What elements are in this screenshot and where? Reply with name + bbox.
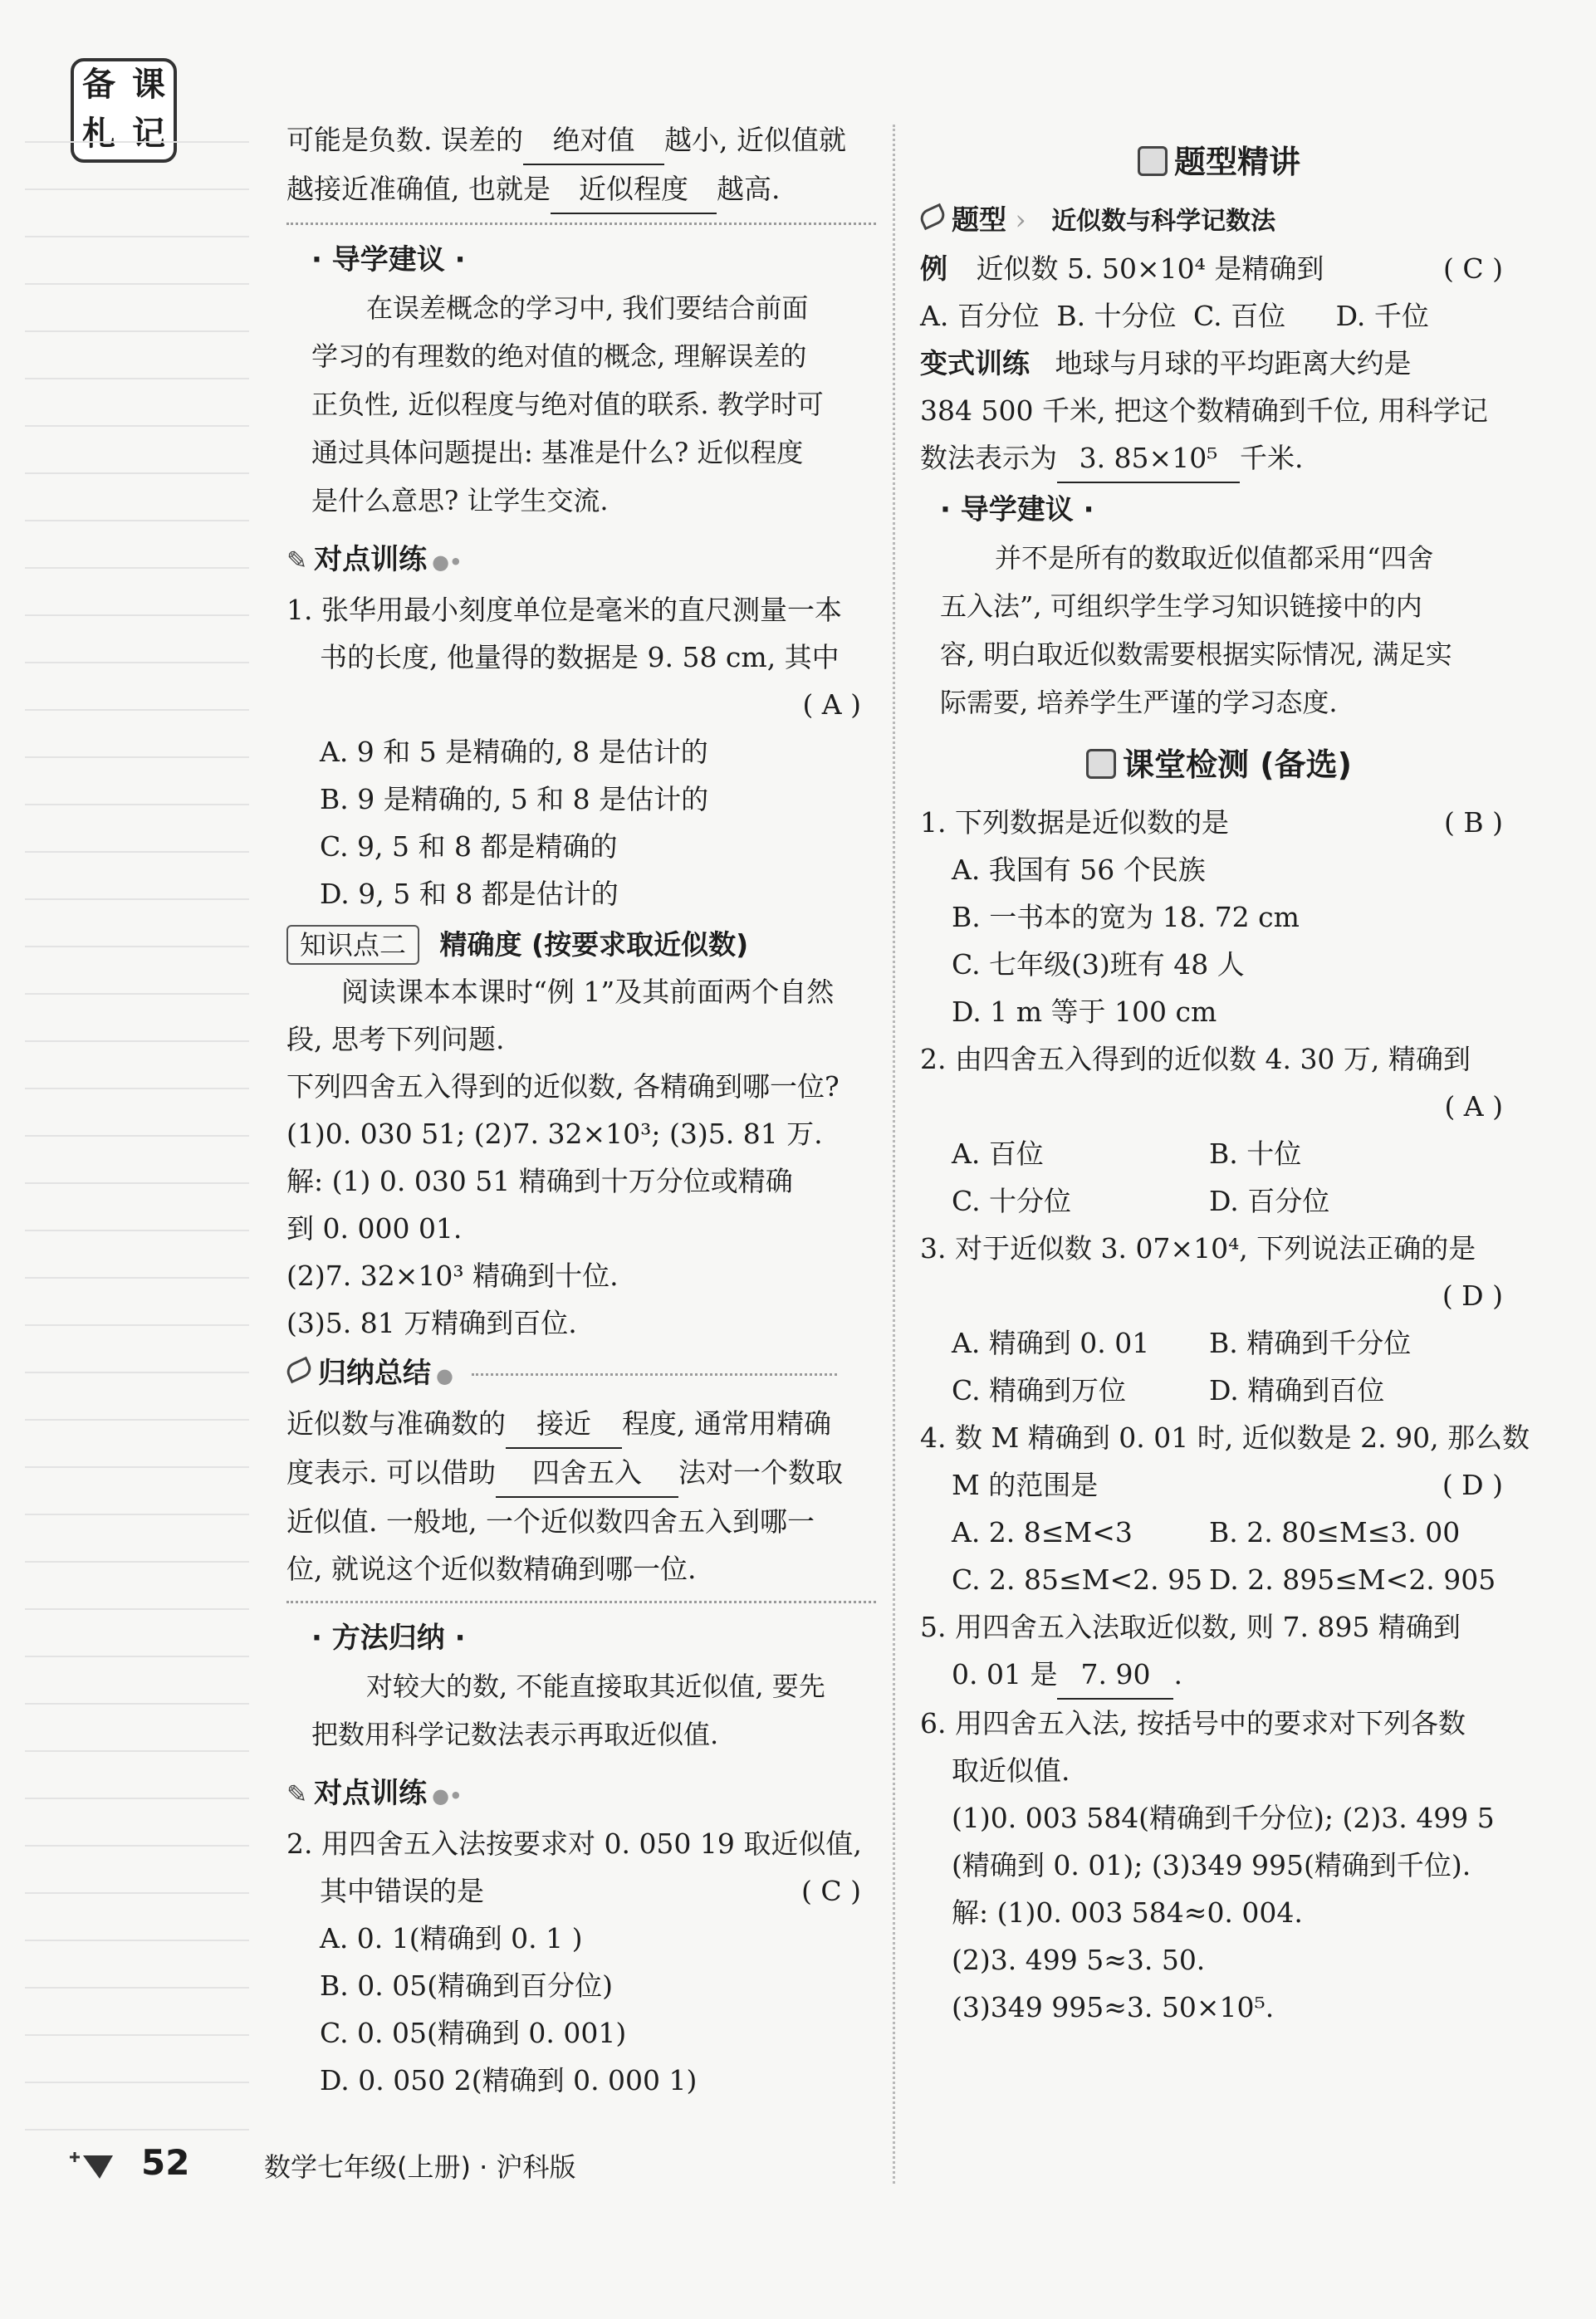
leaf-icon bbox=[284, 1357, 314, 1384]
dotted-divider bbox=[286, 223, 876, 225]
check-question-6-line: 取近似值. bbox=[952, 1754, 1070, 1787]
notes-rule-line bbox=[25, 1703, 249, 1705]
check-question-3: 3. 对于近似数 3. 07×10⁴, 下列说法正确的是 bbox=[920, 1232, 1476, 1265]
check-question-6-line: (精确到 0. 01); (3)349 995(精确到千位). bbox=[952, 1849, 1471, 1881]
notes-rule-line bbox=[25, 946, 249, 947]
left-column bbox=[286, 116, 876, 2104]
notes-rule-line bbox=[25, 1561, 249, 1563]
notes-rule-line bbox=[25, 1514, 249, 1515]
option: A. 我国有 56 个民族 bbox=[952, 854, 1206, 886]
notes-rule-line bbox=[25, 1608, 249, 1610]
intro-line-2: 越接近准确值, 也就是 近似程度 越高. bbox=[286, 165, 876, 214]
solution-line: (2)7. 32×10³ 精确到十位. bbox=[286, 1260, 619, 1292]
type-heading: 题型 › 近似数与科学记数法 bbox=[920, 196, 1518, 245]
notes-rule-line bbox=[25, 1892, 249, 1894]
notes-rule-line bbox=[25, 756, 249, 758]
notes-rule-line bbox=[25, 472, 249, 474]
fill-blank: 四舍五入 bbox=[496, 1449, 678, 1498]
notes-rule-line bbox=[25, 2082, 249, 2083]
answer-mark: ( C ) bbox=[1443, 252, 1503, 285]
option-row: A. 百位 B. 十位 bbox=[952, 1137, 1302, 1170]
intro-line-1: 可能是负数. 误差的 绝对值 越小, 近似值就 bbox=[286, 116, 876, 165]
check-question-6-line: (1)0. 003 584(精确到千分位); (2)3. 499 5 bbox=[952, 1802, 1495, 1834]
notes-rule-line bbox=[25, 330, 249, 332]
pen-icon: ✎ bbox=[286, 1780, 308, 1809]
notes-rule-line bbox=[25, 1324, 249, 1326]
option: B. 一书本的宽为 18. 72 cm bbox=[952, 901, 1300, 933]
summary-line-2: 度表示. 可以借助 四舍五入 法对一个数取 bbox=[286, 1449, 876, 1498]
answer-mark: ( A ) bbox=[802, 688, 861, 721]
notes-rule-line bbox=[25, 1135, 249, 1137]
notes-rule-line bbox=[25, 1419, 249, 1421]
arrow-decoration-icon bbox=[66, 2149, 120, 2182]
check-question-1: 1. 下列数据是近似数的是 ( B ) bbox=[920, 799, 1518, 846]
fill-blank: 绝对值 bbox=[523, 116, 664, 165]
knowledge-point-heading bbox=[286, 921, 876, 968]
document-icon bbox=[1086, 749, 1116, 779]
answer-mark: ( D ) bbox=[1442, 1469, 1503, 1501]
tip-body: 并不是所有的数取近似值都采用“四舍 五入法”, 可组织学生学习知识链接中的内 容, 明白取近似数需要根据实际情况, 满足实 际需要, 培养学生严谨的学习态度. bbox=[940, 542, 1452, 718]
notes-rule-line bbox=[25, 2034, 249, 2036]
knowledge-point-box: 知识点二 bbox=[286, 925, 419, 965]
dots-decoration: ●• bbox=[432, 550, 463, 574]
solution-line: 解: (1) 0. 030 51 精确到十万分位或精确 bbox=[286, 1165, 793, 1197]
fill-blank: 近似程度 bbox=[551, 165, 717, 214]
notes-rule-line bbox=[25, 1277, 249, 1279]
variant-line-2: 384 500 千米, 把这个数精确到千位, 用科学记 bbox=[920, 394, 1488, 427]
notes-rule-line bbox=[25, 1182, 249, 1184]
variant-line-1: 变式训练 地球与月球的平均距离大约是 bbox=[920, 347, 1412, 379]
notes-rule-line bbox=[25, 851, 249, 853]
right-column bbox=[920, 129, 1530, 2031]
answer-mark: ( B ) bbox=[1444, 806, 1503, 839]
dotted-divider bbox=[286, 1601, 876, 1603]
check-question-4-line-2: M 的范围是 ( D ) bbox=[920, 1461, 1518, 1509]
answer-mark: ( C ) bbox=[801, 1875, 861, 1907]
pen-icon: ✎ bbox=[286, 546, 308, 575]
stamp-char: 记 bbox=[132, 115, 165, 153]
reading-line-1: 阅读课本本课时“例 1”及其前面两个自然 bbox=[341, 976, 835, 1008]
solution-line: (3)349 995≈3. 50×10⁵. bbox=[952, 1991, 1275, 2023]
summary-line-4: 位, 就说这个近似数精确到哪一位. bbox=[286, 1553, 697, 1585]
stamp-char: 备 bbox=[82, 66, 115, 104]
chevron-right-icon: › bbox=[1006, 203, 1026, 236]
notes-rule-line bbox=[25, 1656, 249, 1657]
knowledge-point-title: 精确度 (按要求取近似数) bbox=[439, 928, 749, 961]
check-question-5-line-2: 0. 01 是 7. 90 . bbox=[920, 1651, 1518, 1700]
solution-line: (3)5. 81 万精确到百位. bbox=[286, 1307, 577, 1339]
check-question-5: 5. 用四舍五入法取近似数, 则 7. 895 精确到 bbox=[920, 1611, 1461, 1643]
option-row: A. 精确到 0. 01 B. 精确到千分位 bbox=[952, 1327, 1412, 1359]
notes-rule-line bbox=[25, 1845, 249, 1847]
stamp-char: 课 bbox=[132, 66, 165, 104]
variant-line-3: 数法表示为 3. 85×10⁵ 千米. bbox=[920, 434, 1518, 483]
option: C. 0. 05(精确到 0. 001) bbox=[320, 2017, 627, 2049]
option: C. 9, 5 和 8 都是精确的 bbox=[320, 830, 618, 863]
leaf-icon bbox=[918, 203, 947, 231]
question-1: 1. 张华用最小刻度单位是毫米的直尺测量一本 bbox=[286, 594, 842, 626]
option: D. 1 m 等于 100 cm bbox=[952, 996, 1217, 1028]
check-question-6: 6. 用四舍五入法, 按括号中的要求对下列各数 bbox=[920, 1707, 1466, 1739]
notes-rule-line bbox=[25, 1040, 249, 1042]
option: D. 9, 5 和 8 都是估计的 bbox=[320, 878, 619, 910]
option: A. 9 和 5 是精确的, 8 是估计的 bbox=[320, 736, 708, 768]
page-number: 52 bbox=[141, 2142, 190, 2183]
check-question-2: 2. 由四舍五入得到的近似数 4. 30 万, 精确到 bbox=[920, 1043, 1471, 1075]
option-row: C. 精确到万位 D. 精确到百位 bbox=[952, 1374, 1385, 1407]
notes-rule-line bbox=[25, 1088, 249, 1089]
option-row: A. 2. 8≤M<3 B. 2. 80≤M≤3. 00 bbox=[952, 1516, 1461, 1548]
notes-rule-line bbox=[25, 378, 249, 379]
section-heading: 课堂检测 (备选) bbox=[920, 741, 1518, 789]
reading-line-2: 段, 思考下列问题. bbox=[286, 1023, 505, 1055]
option: A. 0. 1(精确到 0. 1 ) bbox=[320, 1922, 583, 1955]
notes-rule-line bbox=[25, 898, 249, 900]
document-icon bbox=[1138, 146, 1168, 176]
notes-rule-line bbox=[25, 804, 249, 805]
book-title: 数学七年级(上册) · 沪科版 bbox=[264, 2151, 576, 2183]
notes-margin bbox=[25, 141, 249, 2159]
answer-mark: ( A ) bbox=[1444, 1090, 1503, 1123]
notes-rule-line bbox=[25, 1230, 249, 1231]
practice-heading: ✎ 对点训练 ●• bbox=[286, 536, 876, 586]
summary-line-1: 近似数与准确数的 接近 程度, 通常用精确 bbox=[286, 1400, 876, 1449]
stamp-char: 札 bbox=[82, 115, 115, 153]
question-2-line-2: 其中错误的是 ( C ) bbox=[286, 1867, 876, 1915]
notes-rule-line bbox=[25, 188, 249, 190]
example-question: 例 近似数 5. 50×10⁴ 是精确到 ( C ) bbox=[920, 245, 1518, 292]
tip-body: 在误差概念的学习中, 我们要结合前面 学习的有理数的绝对值的概念, 理解误差的 正负性, 近似程度与绝对值的联系. 教学时可 通过具体问题提出: 基准是什么? 近似程度 是什么意思? 让学生交流. bbox=[311, 292, 824, 516]
option: D. 0. 050 2(精确到 0. 000 1) bbox=[320, 2064, 698, 2096]
column-divider bbox=[893, 125, 895, 2184]
summary-line-3: 近似值. 一般地, 一个近似数四舍五入到哪一 bbox=[286, 1505, 815, 1538]
method-body: 对较大的数, 不能直接取其近似值, 要先 把数用科学记数法表示再取近似值. bbox=[311, 1671, 825, 1750]
notes-rule-line bbox=[25, 236, 249, 237]
notes-rule-line bbox=[25, 2129, 249, 2131]
option: C. 七年级(3)班有 48 人 bbox=[952, 948, 1245, 981]
kp-items: (1)0. 030 51; (2)7. 32×10³; (3)5. 81 万. bbox=[286, 1118, 823, 1150]
fill-blank: 7. 90 bbox=[1057, 1651, 1173, 1700]
notes-rule-line bbox=[25, 283, 249, 285]
option-row: C. 2. 85≤M<2. 95 D. 2. 895≤M<2. 905 bbox=[952, 1563, 1496, 1596]
summary-heading: 归纳总结 ● bbox=[286, 1350, 876, 1400]
dots-decoration: ● bbox=[436, 1364, 453, 1387]
notes-rule-line bbox=[25, 614, 249, 616]
notes-rule-line bbox=[25, 662, 249, 663]
notes-rule-line bbox=[25, 1987, 249, 1989]
check-question-4: 4. 数 M 精确到 0. 01 时, 近似数是 2. 90, 那么数 bbox=[920, 1421, 1530, 1454]
kp-question: 下列四舍五入得到的近似数, 各精确到哪一位? bbox=[286, 1070, 840, 1103]
solution-line: (2)3. 499 5≈3. 50. bbox=[952, 1944, 1206, 1976]
notes-rule-line bbox=[25, 141, 249, 143]
notes-rule-line bbox=[25, 1798, 249, 1799]
notes-rule-line bbox=[25, 1372, 249, 1373]
question-2: 2. 用四舍五入法按要求对 0. 050 19 取近似值, bbox=[286, 1827, 862, 1860]
option: B. 9 是精确的, 5 和 8 是估计的 bbox=[320, 783, 709, 815]
notes-rule-line bbox=[25, 567, 249, 569]
section-heading: 题型精讲 bbox=[920, 139, 1518, 186]
answer-mark: ( D ) bbox=[1442, 1279, 1503, 1312]
fill-blank: 接近 bbox=[506, 1400, 622, 1449]
option-row: C. 十分位 D. 百分位 bbox=[952, 1185, 1330, 1217]
option: B. 0. 05(精确到百分位) bbox=[320, 1969, 613, 2002]
solution-line: 到 0. 000 01. bbox=[286, 1212, 463, 1245]
notes-rule-line bbox=[25, 993, 249, 995]
notes-rule-line bbox=[25, 520, 249, 521]
notes-rule-line bbox=[25, 1466, 249, 1468]
notes-rule-line bbox=[25, 709, 249, 711]
notes-rule-line bbox=[25, 425, 249, 427]
notes-rule-line bbox=[25, 1940, 249, 1941]
practice-heading: ✎ 对点训练 ●• bbox=[286, 1770, 876, 1820]
solution-line: 解: (1)0. 003 584≈0. 004. bbox=[952, 1896, 1303, 1929]
question-1-line-2: 书的长度, 他量得的数据是 9. 58 cm, 其中 bbox=[320, 641, 840, 673]
tip-title: · 导学建议 · bbox=[940, 493, 1094, 526]
notes-rule-line bbox=[25, 1750, 249, 1752]
fill-blank: 3. 85×10⁵ bbox=[1057, 434, 1240, 483]
method-title: · 方法归纳 · bbox=[311, 1622, 466, 1655]
dots-decoration: ●• bbox=[432, 1784, 463, 1808]
example-options: A. 百分位 B. 十分位 C. 百位 D. 千位 bbox=[920, 300, 1429, 332]
tip-title: · 导学建议 · bbox=[311, 243, 466, 276]
